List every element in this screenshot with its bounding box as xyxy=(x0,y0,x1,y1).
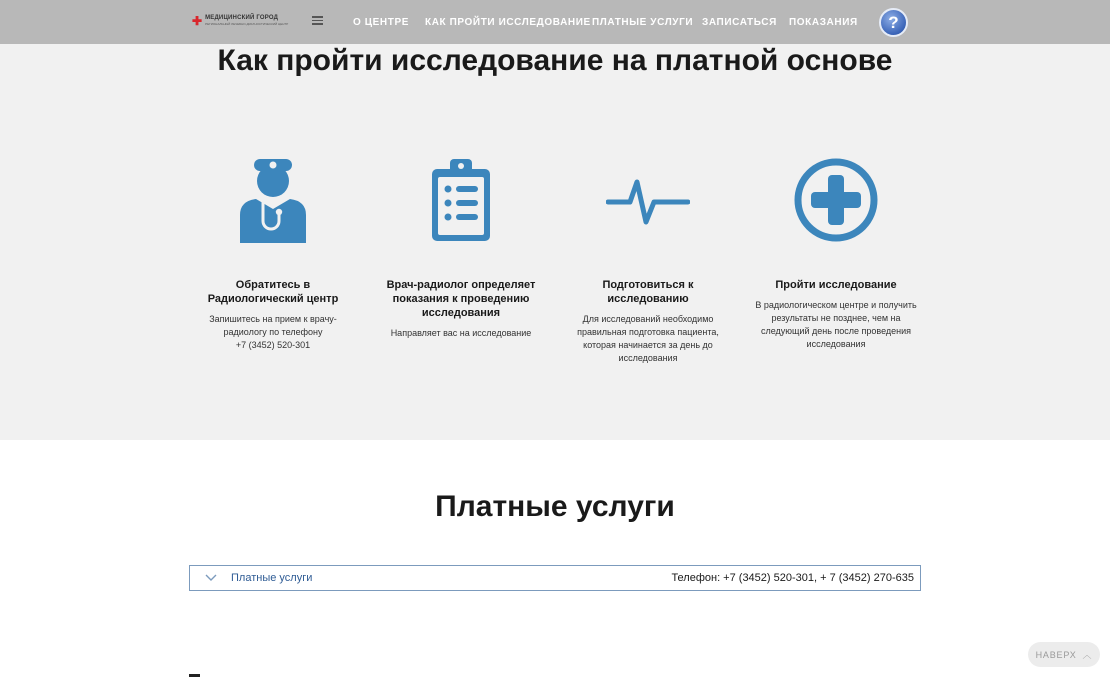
accordion-label: Платные услуги xyxy=(231,572,313,584)
chevron-up-icon: ︿ xyxy=(1082,650,1093,660)
nav-indications[interactable]: ПОКАЗАНИЯ xyxy=(789,17,858,28)
step-exam xyxy=(751,150,921,351)
accordion-phone: Телефон: +7 (3452) 520-301, + 7 (3452) 270-635 xyxy=(671,572,914,584)
logo-subtitle: РЕГИОНАЛЬНЫЙ ЛЕЧЕБНО-ДИАГНОСТИЧЕСКИЙ ЦЕНТР xyxy=(205,22,289,26)
doctor-icon xyxy=(188,150,358,250)
nav-sign-up[interactable]: ЗАПИСАТЬСЯ xyxy=(702,17,777,28)
top-navbar xyxy=(0,0,1110,44)
paid-services-title: Платные услуги xyxy=(435,490,675,523)
step-contact xyxy=(188,150,358,352)
step-description: Запишитесь на прием к врачу-радиологу по телефону +7 (3452) 520-301 xyxy=(188,313,358,352)
red-cross-icon: ✚ xyxy=(192,14,203,28)
step-description: В радиологическом центре и получить результаты не позднее, чем на следующий день после проведения исследования xyxy=(755,300,917,349)
step-description: Направляет вас на исследование xyxy=(390,328,532,338)
step-description: Для исследований необходимо правильная подготовка пациента, которая начинается за день до исследования xyxy=(577,314,719,363)
nav-about[interactable]: О ЦЕНТРЕ xyxy=(353,17,410,28)
step-title: Пройти исследование xyxy=(775,279,897,291)
step-prepare xyxy=(563,150,733,365)
plus-circle-icon xyxy=(751,150,921,250)
heartbeat-icon xyxy=(563,150,733,250)
clipboard-icon xyxy=(376,150,546,250)
step-title: Обратитесь в Радиологический центр xyxy=(207,279,339,305)
nav-paid-services[interactable]: ПЛАТНЫЕ УСЛУГИ xyxy=(592,17,694,28)
logo-title: МЕДИЦИНСКИЙ ГОРОД xyxy=(205,15,279,21)
nav-how-to[interactable]: КАК ПРОЙТИ ИССЛЕДОВАНИЕ xyxy=(425,17,591,28)
site-logo[interactable] xyxy=(192,15,288,27)
step-phone: +7 (3452) 520-301 xyxy=(235,340,311,350)
hamburger-icon[interactable] xyxy=(312,16,323,25)
paid-services-accordion[interactable] xyxy=(189,565,921,591)
question-icon: ? xyxy=(888,12,899,32)
step-title: Подготовиться к исследованию xyxy=(602,279,694,305)
step-doctor xyxy=(376,150,546,340)
back-to-top-button[interactable] xyxy=(1028,642,1100,667)
back-to-top-label: НАВЕРХ xyxy=(1035,649,1077,660)
help-button[interactable] xyxy=(879,8,908,37)
chevron-down-icon xyxy=(205,569,217,592)
how-section-title: Как пройти исследование на платной основе xyxy=(217,44,893,77)
step-title: Врач-радиолог определяет показания к проведению исследования xyxy=(386,279,536,319)
